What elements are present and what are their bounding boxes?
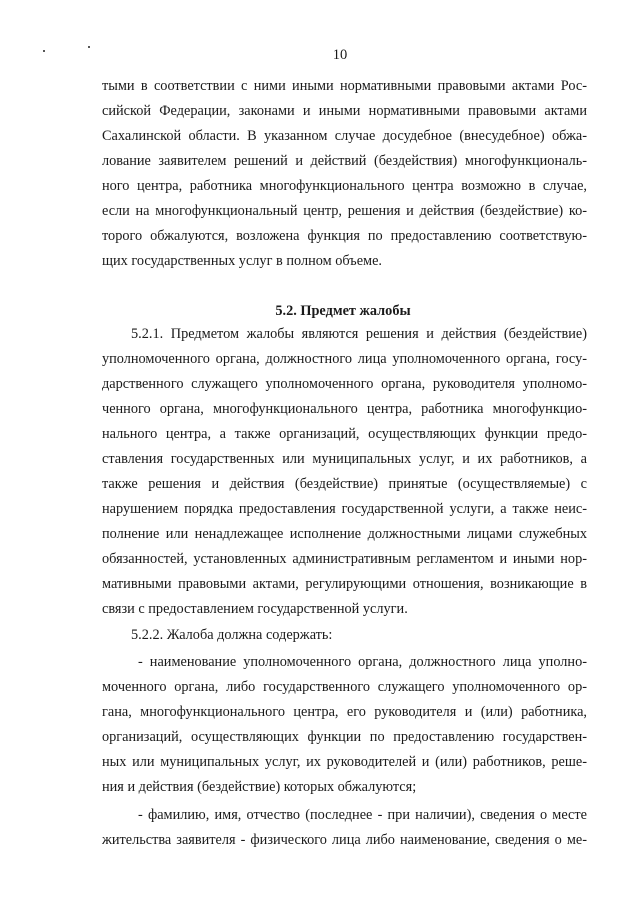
text-line: мативными правовыми актами, регулирующими отношения, возникающие в	[102, 576, 587, 592]
text-line: уполномоченного органа, должностного лица уполномоченного органа, госу-	[102, 351, 587, 367]
text-line: ных или муниципальных услуг, их руководителей и (или) работников, реше-	[102, 754, 587, 770]
text-line: ния и действия (бездействие) которых обжалуются;	[102, 779, 417, 795]
section-title: 5.2. Предмет жалобы	[275, 303, 411, 319]
text-line: гана, многофункционального центра, его руководителя и (или) работника,	[102, 704, 587, 720]
subsection-5-2-2-heading: 5.2.2. Жалоба должна содержать:	[131, 627, 333, 643]
text-line: связи с предоставлением государственной услуги.	[102, 601, 408, 617]
text-line: обязанностей, установленных административным регламентом и иными нор-	[102, 551, 587, 567]
text-line: если на многофункциональный центр, решения и действия (бездействие) ко-	[102, 203, 587, 219]
text-line: дарственного служащего уполномоченного органа, руководителя уполномо-	[102, 376, 587, 392]
text-line: Сахалинской области. В указанном случае досудебное (внесудебное) обжа-	[102, 128, 587, 144]
text-line: 5.2.1. Предметом жалобы являются решения и действия (бездействие)	[131, 326, 587, 342]
text-line: торого обжалуются, возложена функция по предоставлению соответствую-	[102, 228, 587, 244]
text-line: полнение или ненадлежащее исполнение должностными лицами служебных	[102, 526, 587, 542]
text-line: тыми в соответствии с ними иными нормативными правовыми актами Рос-	[102, 78, 587, 94]
text-line: сийской Федерации, законами и иными нормативными правовыми актами	[102, 103, 587, 119]
text-line: - фамилию, имя, отчество (последнее - при наличии), сведения о месте	[138, 807, 587, 823]
text-line: ного центра, работника многофункционального центра возможно в случае,	[102, 178, 587, 194]
text-line: ставления государственных или муниципальных услуг, и их работников, а	[102, 451, 587, 467]
text-line: ченного органа, многофункционального центра, работника многофункцио-	[102, 401, 587, 417]
text-line: щих государственных услуг в полном объеме.	[102, 253, 383, 269]
text-line: - наименование уполномоченного органа, должностного лица уполно-	[138, 654, 587, 670]
text-line: также решения и действия (бездействие) принятые (осуществляемые) с	[102, 476, 587, 492]
text-line: моченного органа, либо государственного служащего уполномоченного ор-	[102, 679, 587, 695]
text-line: организаций, осуществляющих функции по предоставлению государствен-	[102, 729, 587, 745]
text-line: нарушением порядка предоставления государственной услуги, а также неис-	[102, 501, 587, 517]
text-line: нального центра, а также организаций, осуществляющих функции предо-	[102, 426, 587, 442]
text-line: жительства заявителя - физического лица либо наименование, сведения о ме-	[102, 832, 587, 848]
page-number: 10	[332, 47, 348, 63]
text-line: лование заявителем решений и действий (бездействия) многофункциональ-	[102, 153, 587, 169]
